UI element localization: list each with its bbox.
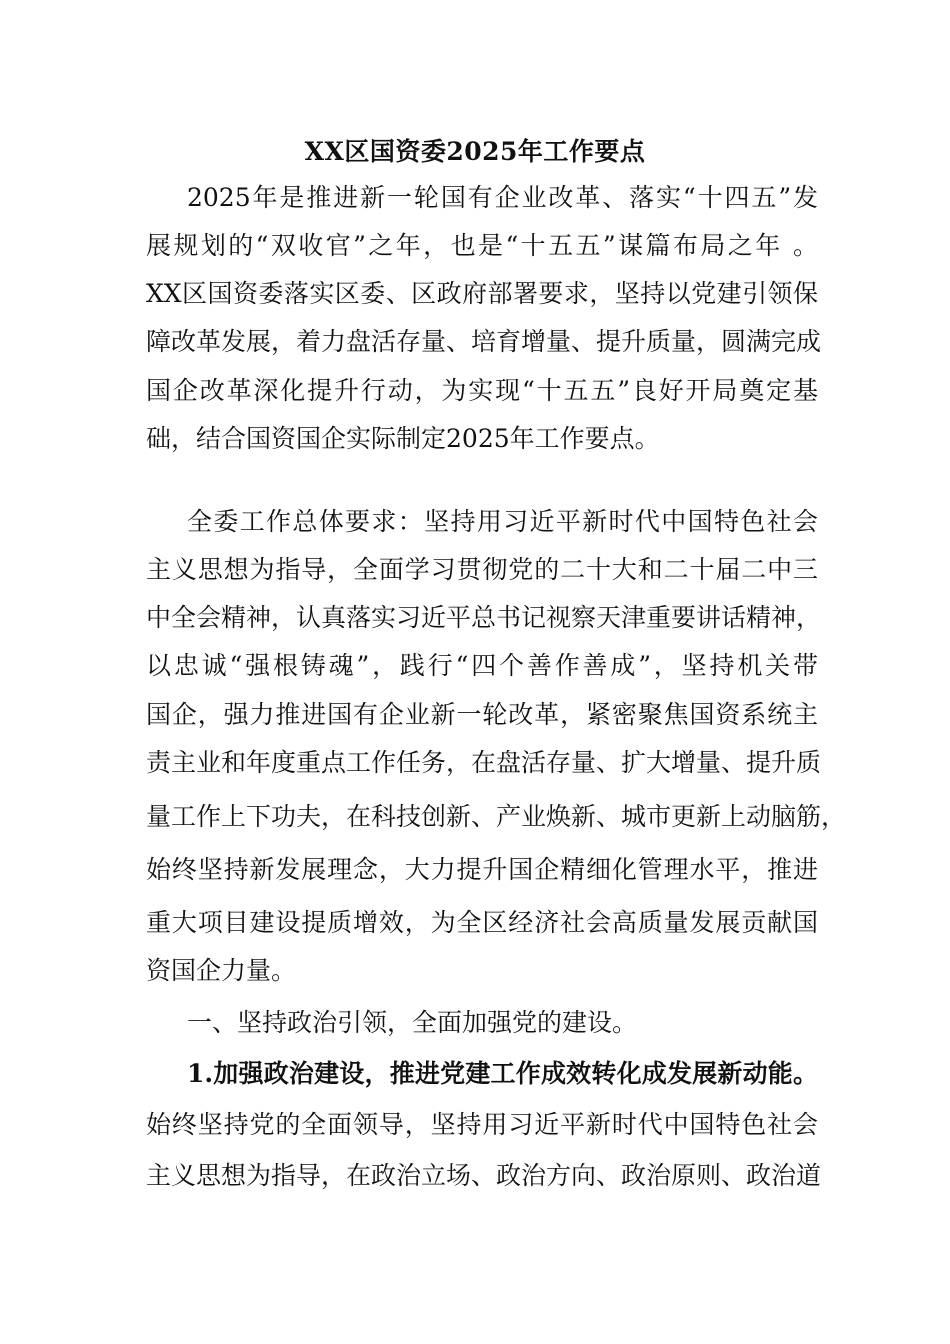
paragraph-1-line-4: 障改革发展，着力盘活存量、培育增量、提升质量，圆满完成 [146, 327, 822, 356]
subsection-1-line-2: 主义思想为指导，在政治立场、政治方向、政治原则、政治道 [146, 1161, 822, 1190]
paragraph-1-line-2: 展规划的“双收官”之年，也是“十五五”谋篇布局之年 。 [146, 231, 818, 260]
paragraph-2-line-4: 以忠诚“强根铸魂”，践行“四个善作善成”，坚持机关带 [146, 651, 818, 680]
document-title: XX区国资委2025年工作要点 [304, 137, 646, 166]
paragraph-2-line-10: 资国企力量。 [146, 956, 297, 985]
paragraph-2-line-6: 责主业和年度重点工作任务，在盘活存量、扩大增量、提升质 [146, 748, 822, 777]
subsection-1-line-1: 始终坚持党的全面领导，坚持用习近平新时代中国特色社会 [146, 1110, 818, 1139]
paragraph-2-line-3: 中全会精神，认真落实习近平总书记视察天津重要讲话精神， [146, 603, 822, 632]
section-heading-1: 一、坚持政治引领，全面加强党的建设。 [187, 1008, 638, 1037]
paragraph-1-line-1: 2025年是推进新一轮国有企业改革、落实“十四五”发 [187, 183, 818, 212]
paragraph-2-line-8: 始终坚持新发展理念，大力提升国企精细化管理水平，推进 [146, 855, 818, 884]
paragraph-1-line-3: XX区国资委落实区委、区政府部署要求，坚持以党建引领保 [146, 279, 818, 308]
paragraph-2-line-9: 重大项目建设提质增效，为全区经济社会高质量发展贡献国 [146, 908, 818, 937]
paragraph-1-line-6: 础，结合国资国企实际制定2025年工作要点。 [146, 424, 660, 453]
paragraph-2-line-2: 主义思想为指导，全面学习贯彻党的二十大和二十届二中三 [146, 555, 818, 584]
paragraph-2-line-5: 国企，强力推进国有企业新一轮改革，紧密聚焦国资系统主 [146, 700, 818, 729]
paragraph-1-line-5: 国企改革深化提升行动，为实现“十五五”良好开局奠定基 [146, 376, 818, 405]
subsection-heading-1: 1.加强政治建设，推进党建工作成效转化成发展新动能。 [187, 1059, 818, 1088]
paragraph-2-line-7: 量工作上下功夫，在科技创新、产业焕新、城市更新上动脑筋， [146, 802, 847, 831]
paragraph-2-line-1: 全委工作总体要求：坚持用习近平新时代中国特色社会 [187, 507, 818, 536]
